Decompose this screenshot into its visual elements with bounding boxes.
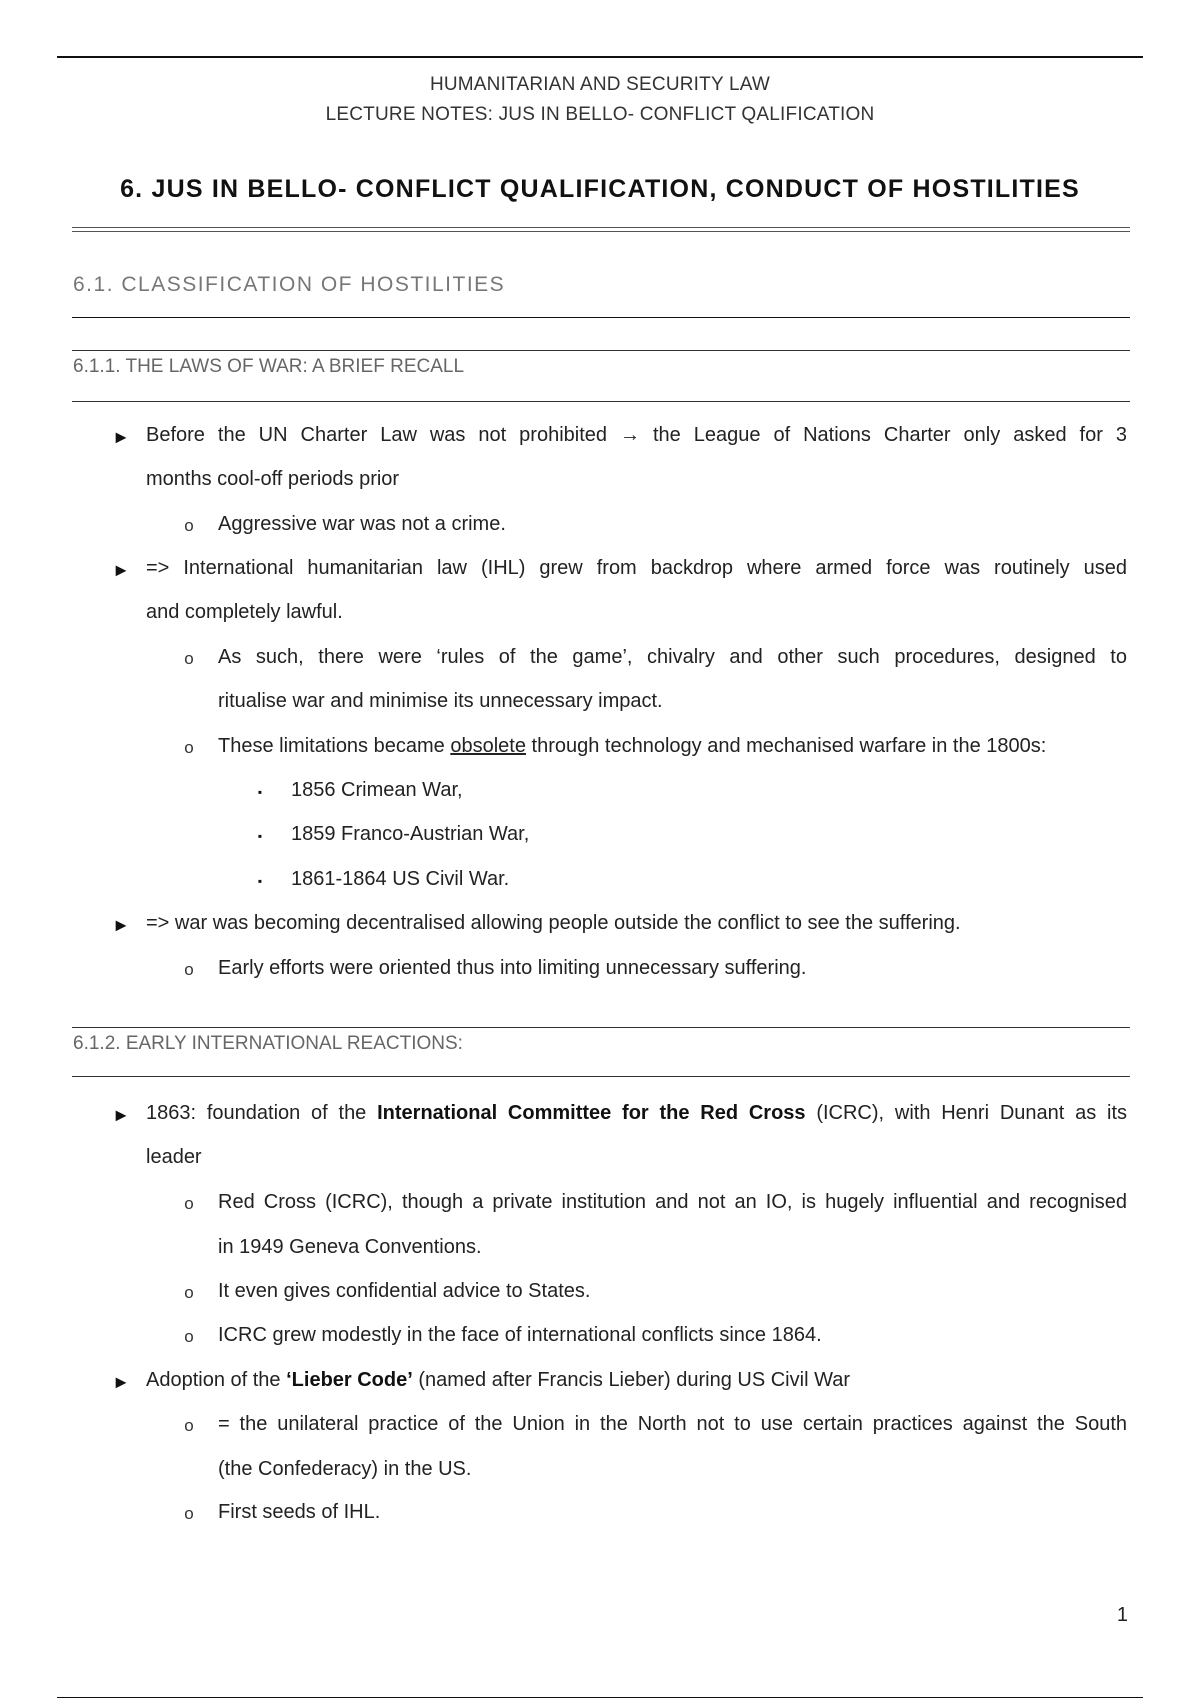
- arrow-bullet-icon: ►: [112, 915, 130, 935]
- circle-bullet-icon: o: [184, 1327, 194, 1346]
- list-item-text: [218, 512, 506, 536]
- circle-bullet-icon: o: [184, 649, 194, 668]
- list-item-text: [218, 1235, 482, 1259]
- list-item-text: [218, 1323, 822, 1347]
- circle-bullet-icon: o: [184, 1283, 194, 1302]
- list-item-text: [218, 645, 1127, 669]
- subsection-title-early-reactions: 6.1.2. EARLY INTERNATIONAL REACTIONS:: [73, 1033, 463, 1054]
- section-title: 6.1. CLASSIFICATION OF HOSTILITIES: [73, 273, 506, 296]
- text-run: 1861-1864 US Civil War.: [291, 868, 510, 890]
- text-run: It even gives confidential advice to States.: [218, 1280, 591, 1302]
- list-item-text: [146, 1145, 202, 1169]
- chapter-title: 6. JUS IN BELLO- CONFLICT QUALIFICATION, CONDUCT OF HOSTILITIES: [120, 175, 1080, 203]
- text-run: (the Confederacy) in the US.: [218, 1458, 472, 1480]
- text-run: Early efforts were oriented thus into limiting unnecessary suffering.: [218, 957, 807, 979]
- text-run: These limitations became: [218, 735, 451, 757]
- arrow-bullet-icon: ►: [112, 427, 130, 447]
- list-item-text: [218, 1500, 380, 1524]
- arrow-bullet-icon: ►: [112, 560, 130, 580]
- circle-bullet-icon: o: [184, 1194, 194, 1213]
- text-run: 1859 Franco-Austrian War,: [291, 823, 530, 845]
- text-run: Red Cross (ICRC), though a private institution and not an IO, is hugely influential and recognised: [218, 1191, 1127, 1213]
- text-run-bold: International Committee for the Red Cross: [377, 1102, 806, 1124]
- circle-bullet-icon: o: [184, 516, 194, 535]
- page-number: 1: [1116, 1604, 1128, 1626]
- list-item-text: [218, 956, 806, 980]
- text-run: ICRC grew modestly in the face of international conflicts since 1864.: [218, 1324, 822, 1346]
- text-run: => war was becoming decentralised allowing people outside the conflict to see the suffering.: [146, 912, 961, 934]
- running-header-lecture: LECTURE NOTES: JUS IN BELLO- CONFLICT QALIFICATION: [325, 104, 875, 125]
- circle-bullet-icon: o: [184, 738, 194, 757]
- subsection-1-rule-top: [72, 350, 1130, 351]
- text-run: Adoption of the: [146, 1369, 287, 1391]
- list-item-text: [146, 467, 399, 491]
- list-item-text: [218, 689, 663, 713]
- text-run: 1863: foundation of the: [146, 1102, 378, 1124]
- list-item-text: [146, 911, 961, 935]
- text-run: 1856 Crimean War,: [291, 779, 463, 801]
- running-header-course: HUMANITARIAN AND SECURITY LAW: [429, 74, 771, 95]
- list-item-text: [218, 734, 1046, 758]
- text-run: => International humanitarian law (IHL) grew from backdrop where armed force was routinely used: [146, 557, 1127, 579]
- text-run: Aggressive war was not a crime.: [218, 513, 506, 535]
- list-item-text: [291, 822, 529, 846]
- subsection-2-rule-bottom: [72, 1076, 1130, 1077]
- list-item-text: [146, 556, 1127, 580]
- text-run: As such, there were ‘rules of the game’, chivalry and other such procedures, designed to: [218, 646, 1127, 668]
- text-run: (ICRC), with Henri Dunant as its: [805, 1102, 1128, 1124]
- text-run: First seeds of IHL.: [218, 1501, 381, 1523]
- text-run-underline: obsolete: [450, 735, 526, 757]
- circle-bullet-icon: o: [184, 1504, 194, 1523]
- text-run: leader: [146, 1146, 202, 1168]
- list-item-text: [218, 1457, 471, 1481]
- circle-bullet-icon: o: [184, 960, 194, 979]
- arrow-bullet-icon: ►: [112, 1105, 130, 1125]
- top-border-rule: [57, 56, 1143, 58]
- list-item-text: [146, 1101, 1127, 1125]
- subsection-2-rule-top: [72, 1027, 1130, 1028]
- section-rule: [72, 317, 1130, 318]
- text-run-bold: ‘Lieber Code’: [286, 1369, 413, 1391]
- text-run: ritualise war and minimise its unnecessary impact.: [218, 690, 663, 712]
- list-item-text: [146, 423, 1127, 447]
- list-item-text: [146, 1368, 850, 1392]
- bottom-border-rule: [57, 1697, 1143, 1698]
- arrow-bullet-icon: ►: [112, 1372, 130, 1392]
- list-item-text: [291, 867, 509, 891]
- text-run: (named after Francis Lieber) during US Civil War: [412, 1369, 850, 1391]
- list-item-text: [218, 1412, 1127, 1436]
- square-bullet-icon: ▪: [257, 785, 263, 799]
- list-item-text: [218, 1190, 1127, 1214]
- text-run: Before the UN Charter Law was not prohibited → the League of Nations Charter only asked for 3: [146, 424, 1127, 446]
- circle-bullet-icon: o: [184, 1416, 194, 1435]
- text-run: through technology and mechanised warfare in the 1800s:: [525, 735, 1047, 757]
- text-run: months cool-off periods prior: [146, 468, 400, 490]
- square-bullet-icon: ▪: [257, 874, 263, 888]
- subsection-1-rule-bottom: [72, 401, 1130, 402]
- text-run: in 1949 Geneva Conventions.: [218, 1236, 482, 1258]
- square-bullet-icon: ▪: [257, 829, 263, 843]
- list-item-text: [291, 778, 463, 802]
- text-run: = the unilateral practice of the Union in the North not to use certain practices against the South: [218, 1413, 1127, 1435]
- chapter-title-rule: [72, 227, 1130, 232]
- subsection-title-laws-of-war: 6.1.1. THE LAWS OF WAR: A BRIEF RECALL: [73, 356, 465, 377]
- list-item-text: [146, 600, 343, 624]
- text-run: and completely lawful.: [146, 601, 343, 623]
- list-item-text: [218, 1279, 590, 1303]
